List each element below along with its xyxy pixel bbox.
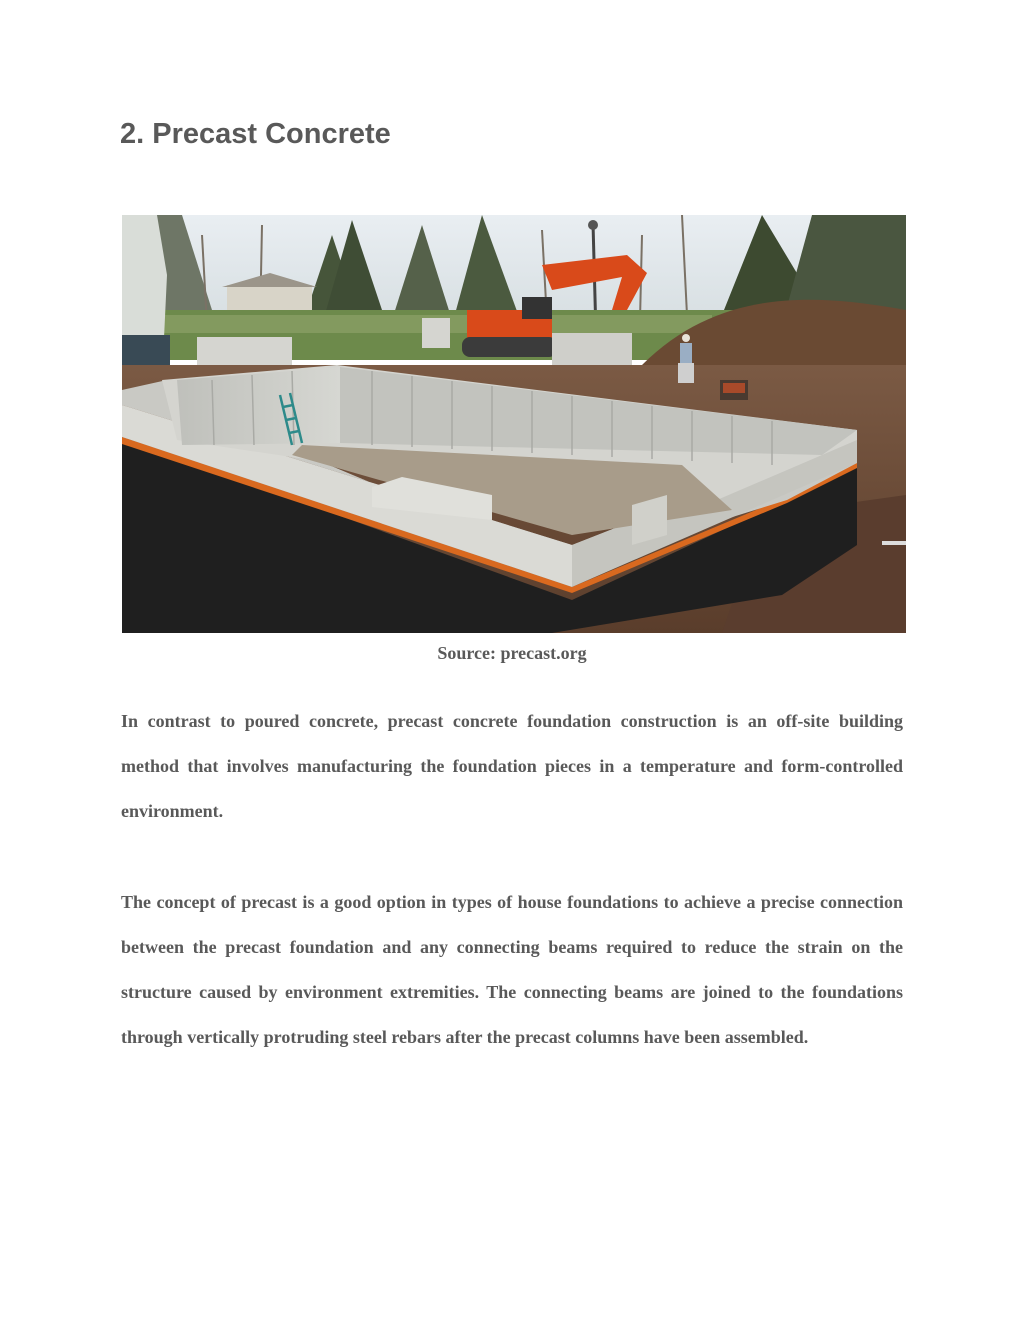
paragraph-2: The concept of precast is a good option in types of house foundations to achieve a precise connection between the precast foundation and any connecting beams required to reduce the strain on the structure caused by environment extremities. The connecting beams are joined to the foundations through vertically protruding steel rebars after the precast columns have been assembled.	[121, 892, 903, 1047]
paragraph-1: In contrast to poured concrete, precast concrete foundation construction is an off-site building method that involves manufacturing the foundation pieces in a temperature and form-controlled environment.	[121, 711, 903, 821]
figure-caption: Source: precast.org	[437, 643, 587, 663]
section-heading: 2. Precast Concrete	[120, 118, 391, 150]
foundation-photo	[122, 215, 906, 633]
